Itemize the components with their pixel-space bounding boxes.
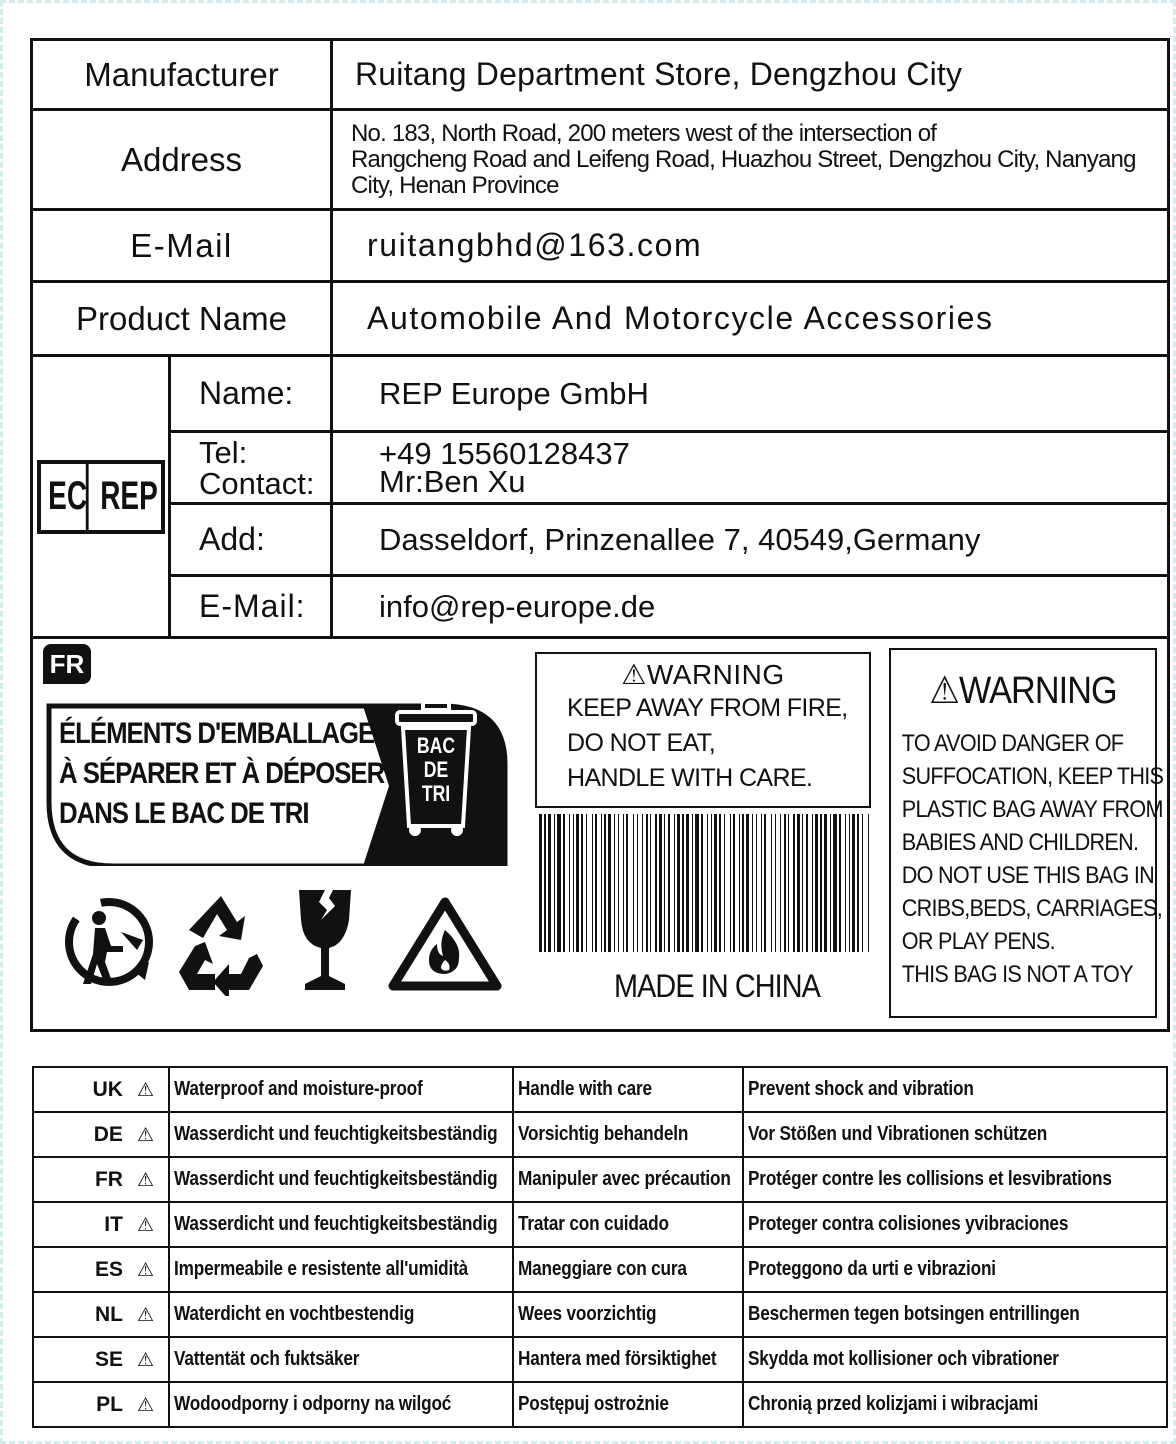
table-row xyxy=(33,1112,1167,1157)
barcode-bar xyxy=(623,814,624,952)
cell-text: Maneggiare con cura xyxy=(518,1258,687,1280)
barcode-bar xyxy=(637,814,638,952)
address-value xyxy=(332,110,1169,210)
barcode-bar xyxy=(711,814,712,952)
address-label: Address xyxy=(32,110,332,210)
barcode-bar xyxy=(614,814,615,952)
table-row xyxy=(33,1067,1167,1112)
recycle-icon xyxy=(175,892,267,996)
barcode-bar xyxy=(733,814,735,952)
warning-icon: ⚠ xyxy=(136,1394,154,1416)
cell-text: Vorsichtig behandeln xyxy=(518,1123,689,1145)
barcode-bar xyxy=(857,814,859,952)
barcode-bar xyxy=(739,814,740,952)
triman-text xyxy=(59,714,384,834)
triman-line: DANS LE BAC DE TRI xyxy=(59,797,309,830)
email-label: E-Mail xyxy=(32,210,332,282)
language-code: UK xyxy=(92,1077,123,1101)
address-line: City, Henan Province xyxy=(351,171,559,199)
barcode-bar xyxy=(633,814,634,952)
barcode-bar xyxy=(764,814,766,952)
email-value: ruitangbhd@163.com xyxy=(332,210,1169,282)
warning-title: ⚠WARNING xyxy=(929,670,1117,712)
table-row xyxy=(33,1247,1167,1292)
warning-line: KEEP AWAY FROM FIRE, xyxy=(567,694,848,722)
table-row xyxy=(33,1157,1167,1202)
table-row xyxy=(33,1382,1167,1427)
handle-cell xyxy=(513,1382,743,1427)
language-code-cell xyxy=(33,1337,169,1382)
bin-text xyxy=(412,734,460,806)
warning-line: SUFFOCATION, KEEP THIS xyxy=(901,763,1164,790)
barcode-bar xyxy=(719,814,721,952)
fragile-glass-icon xyxy=(295,886,355,992)
barcode-bar xyxy=(557,814,561,952)
barcode-bar xyxy=(812,814,813,952)
barcode-bar xyxy=(646,814,648,952)
barcode-bar xyxy=(569,814,570,952)
cell-text: Wasserdicht und feuchtigkeitsbeständig xyxy=(174,1168,498,1190)
waterproof-cell xyxy=(169,1112,513,1157)
barcode-bar xyxy=(548,814,551,952)
warning-line: BABIES AND CHILDREN. xyxy=(901,829,1139,856)
barcode-bar xyxy=(830,814,831,952)
barcode-bar xyxy=(862,814,863,952)
waterproof-cell xyxy=(169,1337,513,1382)
barcode-bar xyxy=(554,814,555,952)
barcode-bar xyxy=(730,814,731,952)
cell-text: Tratar con cuidado xyxy=(518,1213,669,1235)
shock-cell xyxy=(743,1112,1167,1157)
barcode-bar xyxy=(849,814,850,952)
barcode xyxy=(539,814,869,952)
manufacturer-label: Manufacturer xyxy=(32,40,332,110)
language-code-cell xyxy=(33,1382,169,1427)
barcode-bar xyxy=(824,814,827,952)
barcode-bar xyxy=(797,814,800,952)
ec-rep-email-row xyxy=(32,576,1169,638)
shock-cell xyxy=(743,1067,1167,1112)
cell-text: Waterdicht en vochtbestendig xyxy=(174,1303,415,1325)
ec-rep-icon xyxy=(37,460,165,534)
cell-text: Handle with care xyxy=(518,1078,652,1100)
barcode-bar xyxy=(668,814,670,952)
ec-rep-add-row xyxy=(32,504,1169,576)
warning-line: HANDLE WITH CARE. xyxy=(567,764,813,792)
email-row xyxy=(32,210,1169,282)
table-row xyxy=(33,1202,1167,1247)
barcode-bar xyxy=(539,814,542,952)
address-line: Rangcheng Road and Leifeng Road, Huazhou Street, Dengzhou City, Nanyang xyxy=(351,145,1136,173)
fr-badge: FR xyxy=(43,644,91,684)
barcode-bar xyxy=(573,814,574,952)
cell-text: Protéger contre les collisions et lesvibrations xyxy=(748,1168,1112,1190)
warning-box-fire xyxy=(535,652,871,808)
ec-text: EC xyxy=(49,464,88,530)
language-code-cell xyxy=(33,1067,169,1112)
barcode-bar xyxy=(852,814,855,952)
cell-text: Wasserdicht und feuchtigkeitsbeständig xyxy=(174,1213,498,1235)
waterproof-cell xyxy=(169,1202,513,1247)
bin-line: DE xyxy=(423,757,449,782)
barcode-bar xyxy=(677,814,680,952)
barcode-bar xyxy=(868,814,869,952)
barcode-bar xyxy=(780,814,781,952)
barcode-bar xyxy=(714,814,717,952)
shock-cell xyxy=(743,1247,1167,1292)
product-row xyxy=(32,282,1169,356)
warning-line: THIS BAG IS NOT A TOY xyxy=(901,961,1133,988)
warning-box-suffocation xyxy=(889,648,1164,1018)
manufacturer-value: Ruitang Department Store, Dengzhou City xyxy=(332,40,1169,110)
barcode-bar xyxy=(626,814,628,952)
language-code: NL xyxy=(94,1302,123,1326)
barcode-bar xyxy=(833,814,837,952)
cell-text: Skydda mot kollisioner och vibrationer xyxy=(748,1348,1059,1370)
rep-add-label: Add: xyxy=(170,504,332,576)
barcode-bar xyxy=(576,814,579,952)
barcode-bar xyxy=(563,814,565,952)
labels-panel xyxy=(30,634,1170,1032)
barcode-bar xyxy=(724,814,725,952)
language-code: FR xyxy=(94,1167,123,1191)
barcode-bar xyxy=(845,814,846,952)
shock-cell xyxy=(743,1382,1167,1427)
address-row xyxy=(32,110,1169,210)
warning-icon: ⚠ xyxy=(136,1079,154,1101)
handle-cell xyxy=(513,1067,743,1112)
ec-rep-name-row xyxy=(32,356,1169,432)
rep-name-label: Name: xyxy=(170,356,332,432)
warning-line: PLASTIC BAG AWAY FROM xyxy=(901,796,1163,823)
triman-line: À SÉPARER ET À DÉPOSER xyxy=(59,757,385,790)
waterproof-cell xyxy=(169,1067,513,1112)
handle-cell xyxy=(513,1337,743,1382)
cell-text: Hantera med försiktighet xyxy=(518,1348,717,1370)
cell-text: Wees voorzichtig xyxy=(518,1303,657,1325)
cell-text: Proteggono da urti e vibrazioni xyxy=(748,1258,996,1280)
waterproof-cell xyxy=(169,1157,513,1202)
rep-add-value: Dasseldorf, Prinzenallee 7, 40549,Germany xyxy=(332,504,1169,576)
rep-email-label: E-Mail: xyxy=(170,576,332,638)
barcode-bar xyxy=(775,814,776,952)
warning-icon: ⚠ xyxy=(136,1124,154,1146)
barcode-bar xyxy=(655,814,657,952)
cell-text: Wodoodporny i odporny na wilgoć xyxy=(174,1393,452,1415)
warning-icon: ⚠ xyxy=(136,1169,154,1191)
barcode-bar xyxy=(802,814,803,952)
barcode-bar xyxy=(839,814,841,952)
rep-tel-label xyxy=(170,432,332,504)
manufacturer-row xyxy=(32,40,1169,110)
barcode-bar xyxy=(686,814,689,952)
shock-cell xyxy=(743,1337,1167,1382)
barcode-bar xyxy=(601,814,602,952)
barcode-bar xyxy=(682,814,684,952)
barcode-bar xyxy=(608,814,611,952)
warning-title: ⚠WARNING xyxy=(621,659,785,690)
shock-cell xyxy=(743,1157,1167,1202)
barcode-bar xyxy=(581,814,583,952)
product-label: Product Name xyxy=(32,282,332,356)
tidyman-icon xyxy=(61,892,157,992)
barcode-bar xyxy=(793,814,795,952)
made-in-label: MADE IN CHINA xyxy=(614,968,820,1004)
cell-text: Beschermen tegen botsingen entrillingen xyxy=(748,1303,1080,1325)
cell-text: Vattentät och fuktsäker xyxy=(174,1348,360,1370)
rep-name-value: REP Europe GmbH xyxy=(332,356,1169,432)
barcode-bar xyxy=(771,814,772,952)
triman-line: ÉLÉMENTS D'EMBALLAGE xyxy=(59,717,375,750)
language-code-cell xyxy=(33,1112,169,1157)
manufacturer-info-table xyxy=(30,38,1170,639)
barcode-bar xyxy=(692,814,693,952)
language-code: PL xyxy=(96,1392,123,1416)
language-code: SE xyxy=(94,1347,123,1371)
barcode-bar xyxy=(595,814,597,952)
barcode-bar xyxy=(784,814,786,952)
tel-value: +49 15560128437 xyxy=(379,435,630,471)
handle-cell xyxy=(513,1202,743,1247)
flammable-icon xyxy=(387,896,503,994)
shock-cell xyxy=(743,1292,1167,1337)
barcode-bar xyxy=(701,814,703,952)
barcode-bar xyxy=(618,814,619,952)
language-code: DE xyxy=(93,1122,123,1146)
barcode-bar xyxy=(664,814,665,952)
barcode-bar xyxy=(604,814,606,952)
warning-line: DO NOT USE THIS BAG IN xyxy=(901,862,1155,889)
language-code: ES xyxy=(94,1257,123,1281)
warning-line: TO AVOID DANGER OF xyxy=(901,730,1124,757)
table-row xyxy=(33,1292,1167,1337)
cell-text: Vor Stößen und Vibrationen schützen xyxy=(748,1123,1048,1145)
cell-text: Proteger contra colisiones yvibraciones xyxy=(748,1213,1069,1235)
warning-icon: ⚠ xyxy=(136,1349,154,1371)
barcode-bar xyxy=(707,814,708,952)
barcode-bar xyxy=(642,814,643,952)
barcode-bar xyxy=(806,814,808,952)
language-code-cell xyxy=(33,1247,169,1292)
warning-icon: ⚠ xyxy=(136,1304,154,1326)
waterproof-cell xyxy=(169,1247,513,1292)
address-line: No. 183, North Road, 200 meters west of the intersection of xyxy=(351,119,937,147)
barcode-bar xyxy=(761,814,762,952)
waterproof-cell xyxy=(169,1382,513,1427)
cell-text: Chronią przed kolizjami i wibracjami xyxy=(748,1393,1039,1415)
language-code: IT xyxy=(104,1212,123,1236)
handle-cell xyxy=(513,1292,743,1337)
tel-label: Tel: xyxy=(199,434,248,470)
cell-text: Manipuler avec précaution xyxy=(518,1168,731,1190)
warning-line: CRIBS,BEDS, CARRIAGES, xyxy=(901,895,1163,922)
language-table xyxy=(32,1066,1168,1428)
product-value: Automobile And Motorcycle Accessories xyxy=(332,282,1169,356)
ec-rep-badge-cell xyxy=(32,356,170,638)
ec-rep-tel-row xyxy=(32,432,1169,504)
warning-icon: ⚠ xyxy=(136,1259,154,1281)
barcode-bar xyxy=(815,814,818,952)
cell-text: Impermeabile e resistente all'umidità xyxy=(174,1258,469,1280)
barcode-bar xyxy=(650,814,651,952)
waterproof-cell xyxy=(169,1292,513,1337)
barcode-bar xyxy=(586,814,587,952)
cell-text: Wasserdicht und feuchtigkeitsbeständig xyxy=(174,1123,498,1145)
warning-line: OR PLAY PENS. xyxy=(901,928,1055,955)
cell-text: Waterproof and moisture-proof xyxy=(174,1078,423,1100)
contact-label: Contact: xyxy=(199,465,315,501)
cell-text: Postępuj ostrożnie xyxy=(518,1393,669,1415)
barcode-bar xyxy=(592,814,593,952)
handle-cell xyxy=(513,1247,743,1292)
bin-line: BAC xyxy=(416,733,456,758)
barcode-bar xyxy=(544,814,546,952)
rep-tel-value xyxy=(332,432,1169,504)
rep-text: REP xyxy=(99,474,158,518)
cell-text: Prevent shock and vibration xyxy=(748,1078,974,1100)
shock-cell xyxy=(743,1202,1167,1247)
barcode-bar xyxy=(756,814,757,952)
barcode-bar xyxy=(820,814,822,952)
warning-line: DO NOT EAT, xyxy=(567,729,716,757)
bin-line: TRI xyxy=(421,781,451,806)
language-code-cell xyxy=(33,1157,169,1202)
table-row xyxy=(33,1337,1167,1382)
barcode-bar xyxy=(746,814,749,952)
rep-email-value: info@rep-europe.de xyxy=(332,576,1169,638)
contact-value: Mr:Ben Xu xyxy=(379,463,526,499)
handle-cell xyxy=(513,1157,743,1202)
barcode-bar xyxy=(742,814,744,952)
barcode-bar xyxy=(674,814,675,952)
barcode-bar xyxy=(695,814,699,952)
language-code-cell xyxy=(33,1292,169,1337)
barcode-bar xyxy=(659,814,662,952)
warning-icon: ⚠ xyxy=(136,1214,154,1236)
barcode-bar xyxy=(752,814,753,952)
barcode-bar xyxy=(788,814,789,952)
language-code-cell xyxy=(33,1202,169,1247)
handle-cell xyxy=(513,1112,743,1157)
